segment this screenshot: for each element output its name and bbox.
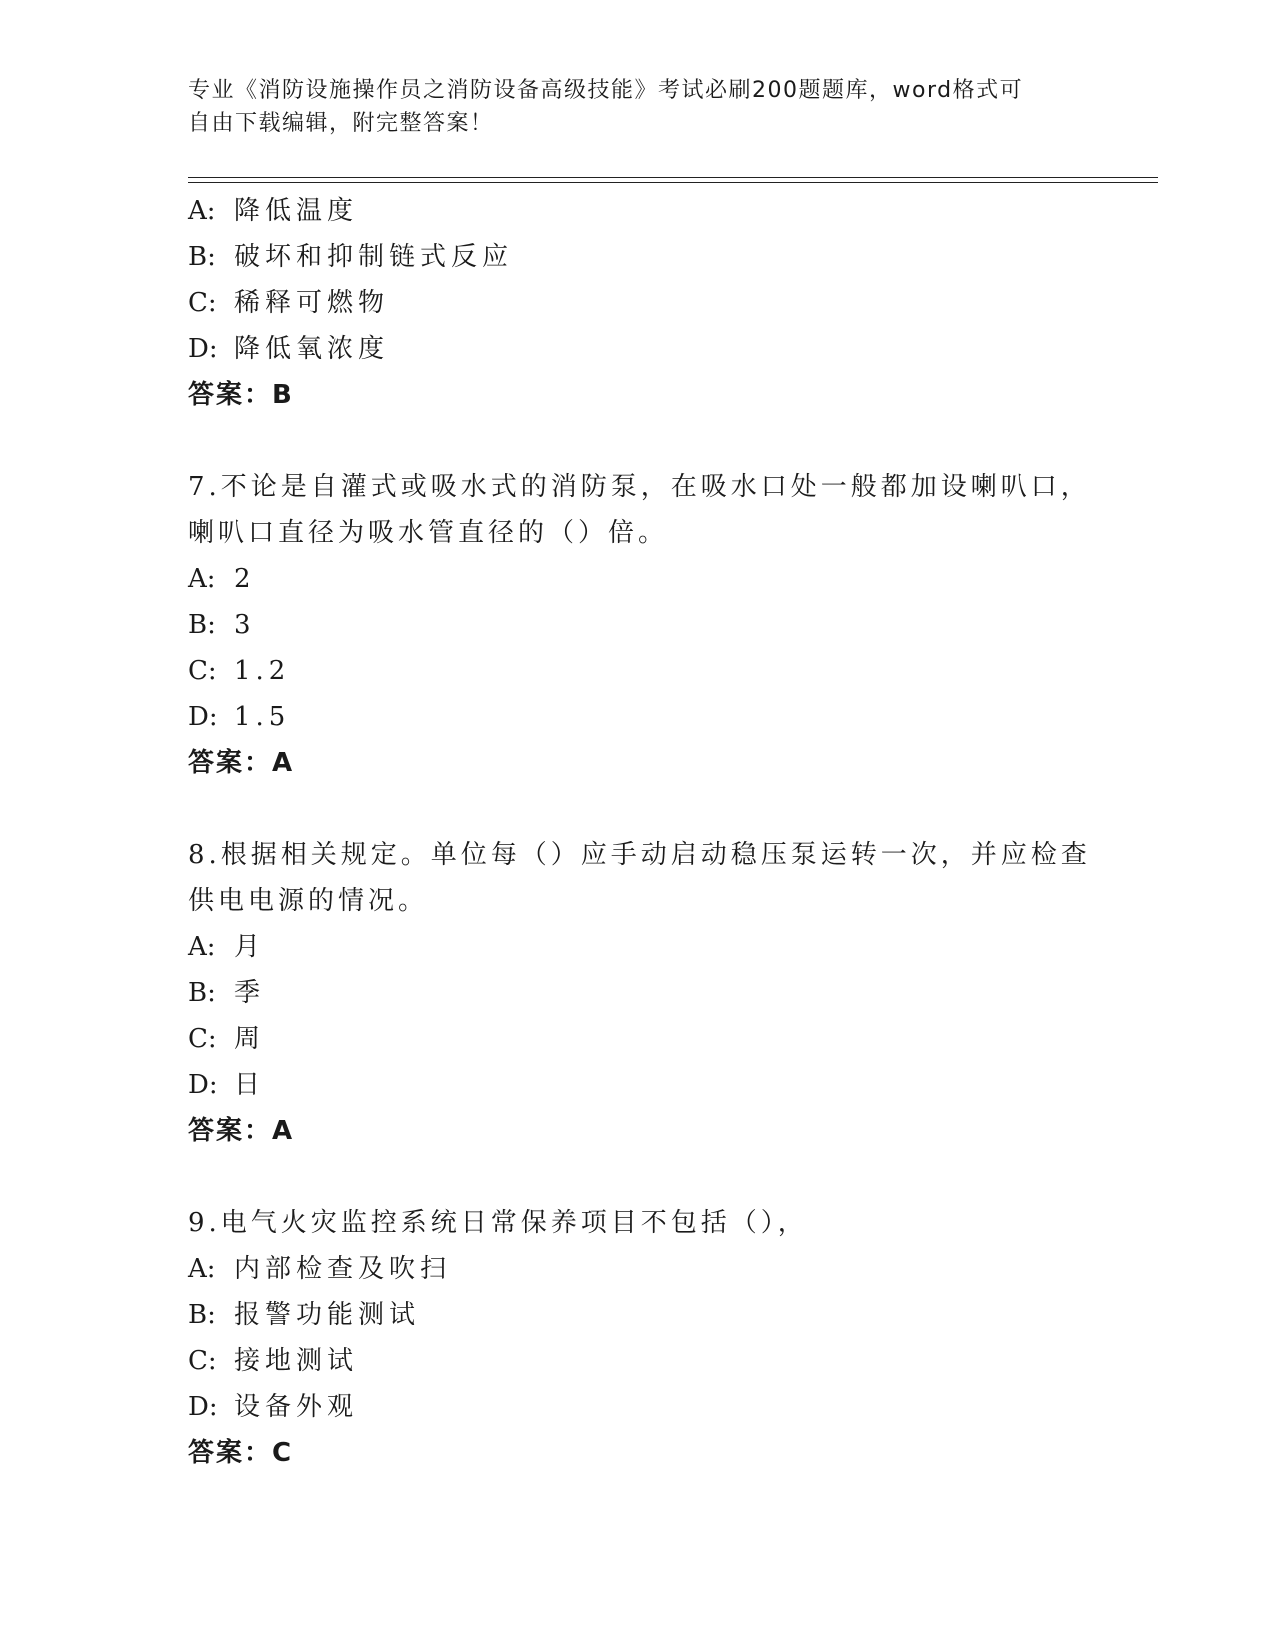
option-b: B: 3 bbox=[188, 610, 256, 640]
option-d: D: 降低氧浓度 bbox=[188, 334, 390, 364]
option-c: C: 周 bbox=[188, 1024, 266, 1054]
option-b: B: 破坏和抑制链式反应 bbox=[188, 242, 514, 272]
option-d: D: 设备外观 bbox=[188, 1392, 359, 1422]
question-text-line-1: 9.电气火灾监控系统日常保养项目不包括（）， bbox=[188, 1208, 808, 1238]
question-list bbox=[188, 188, 1091, 1476]
question-block-9 bbox=[188, 1200, 1088, 1476]
header-line-2: 自由下载编辑，附完整答案！ bbox=[188, 111, 494, 136]
option-b: B: 季 bbox=[188, 978, 266, 1008]
question-text-line-1: 8.根据相关规定。单位每（）应手动启动稳压泵运转一次，并应检查 bbox=[188, 840, 1091, 870]
question-block-6 bbox=[188, 188, 1088, 418]
option-d: D: 日 bbox=[188, 1070, 266, 1100]
option-a: A: 降低温度 bbox=[188, 196, 359, 226]
answer-line: 答案：A bbox=[188, 748, 295, 778]
answer-line: 答案：C bbox=[188, 1438, 294, 1468]
question-text-line-2: 供电电源的情况。 bbox=[188, 886, 429, 916]
answer-line: 答案：B bbox=[188, 380, 294, 410]
header-divider-bottom bbox=[188, 182, 1158, 183]
option-c: C: 1.2 bbox=[188, 656, 291, 686]
question-block-8 bbox=[188, 832, 1091, 1154]
question-block-7 bbox=[188, 464, 1091, 786]
option-c: C: 接地测试 bbox=[188, 1346, 359, 1376]
option-a: A: 内部检查及吹扫 bbox=[188, 1254, 452, 1284]
option-c: C: 稀释可燃物 bbox=[188, 288, 390, 318]
question-text-line-2: 喇叭口直径为吸水管直径的（）倍。 bbox=[188, 518, 669, 548]
option-a: A: 月 bbox=[188, 932, 266, 962]
option-a: A: 2 bbox=[188, 564, 256, 594]
header-line-1: 专业《消防设施操作员之消防设备高级技能》考试必刷200题题库，word格式可 bbox=[188, 78, 1024, 103]
question-text-line-1: 7.不论是自灌式或吸水式的消防泵，在吸水口处一般都加设喇叭口， bbox=[188, 472, 1091, 502]
answer-line: 答案：A bbox=[188, 1116, 295, 1146]
document-header bbox=[188, 74, 1068, 140]
option-b: B: 报警功能测试 bbox=[188, 1300, 421, 1330]
header-divider-top bbox=[188, 177, 1158, 178]
option-d: D: 1.5 bbox=[188, 702, 291, 732]
